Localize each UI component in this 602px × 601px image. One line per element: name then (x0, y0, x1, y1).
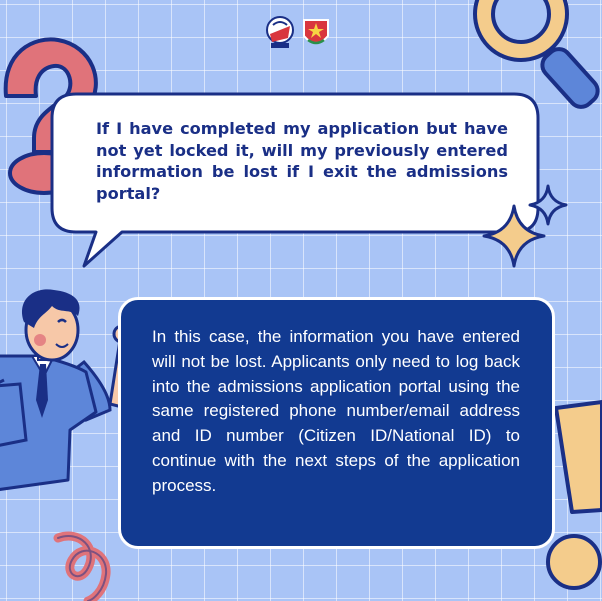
student-illustration (0, 289, 130, 490)
youth-union-logo-icon (300, 16, 332, 50)
school-logo-icon (264, 16, 296, 50)
logo-group (264, 14, 334, 52)
question-text: If I have completed my application but have not yet locked it, will my previously entered information be lost if I exit the admissions portal? (96, 119, 508, 203)
answer-text: In this case, the information you have entered will not be lost. Applicants only need to log back into the admissions application portal using the same registered phone number/email address and ID number (Citizen ID/National ID) to continue with the next steps of the application process. (152, 327, 520, 495)
exclamation-mark-icon (548, 402, 602, 588)
